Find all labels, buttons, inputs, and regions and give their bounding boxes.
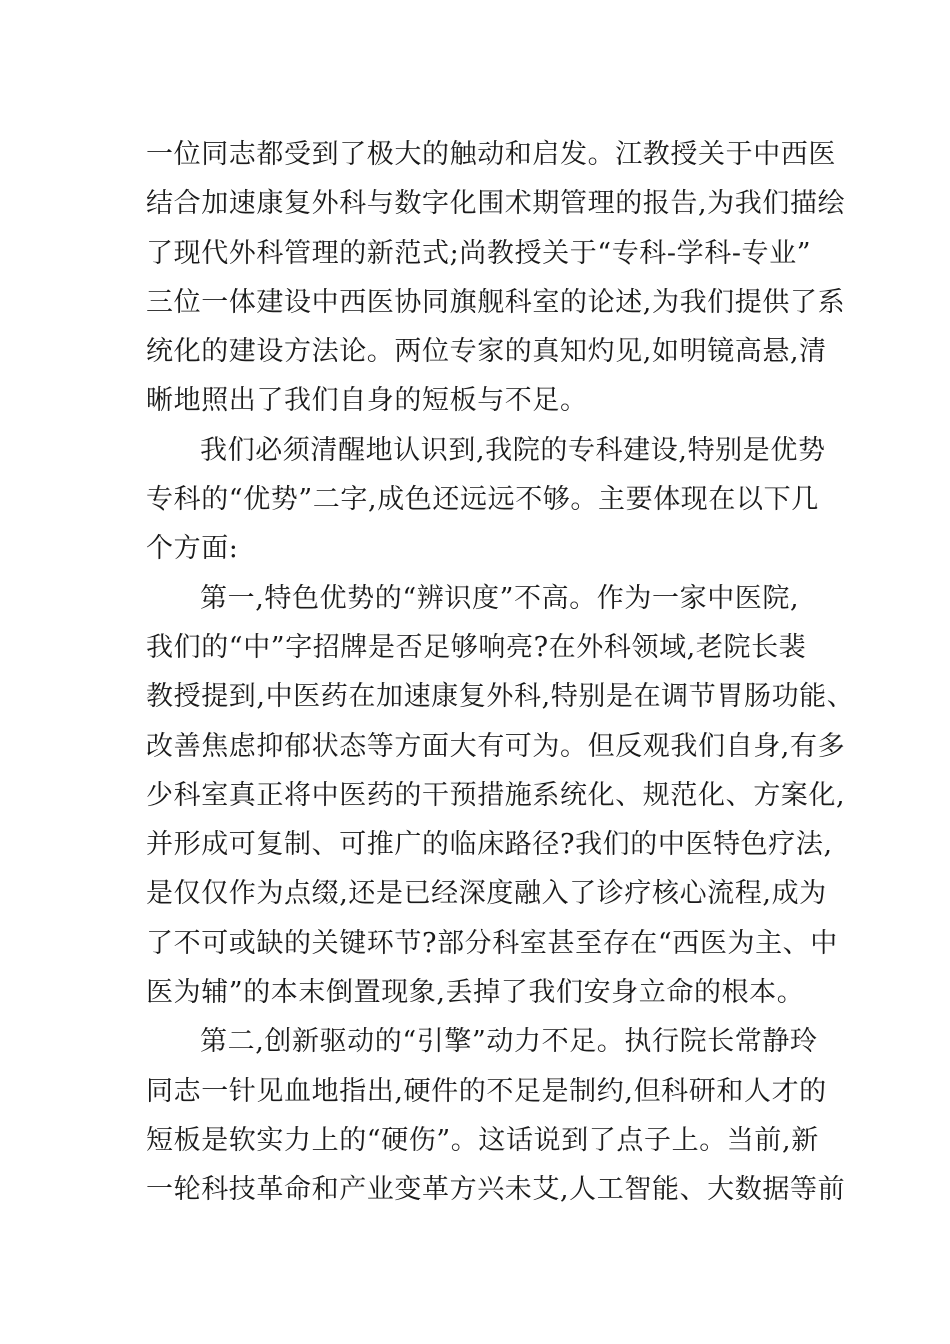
text-line: 统化的建设方法论。两位专家的真知灼见,如明镜高悬,清	[146, 336, 827, 368]
text-line: 专科的“优势”二字,成色还远远不够。主要体现在以下几	[146, 484, 819, 516]
text-line: 一位同志都受到了极大的触动和启发。江教授关于中西医	[146, 139, 836, 170]
paragraph-start-line: 第二,创新驱动的“引擎”动力不足。执行院长常静玲	[200, 1026, 818, 1058]
text-line: 同志一针见血地指出,硬件的不足是制约,但科研和人才的	[146, 1075, 827, 1107]
text-line: 一轮科技革命和产业变革方兴未艾,人工智能、大数据等前	[146, 1174, 846, 1206]
text-line: 了现代外科管理的新范式;尚教授关于“专科-学科-专业”	[146, 237, 812, 269]
text-line: 并形成可复制、可推广的临床路径?我们的中医特色疗法,	[146, 829, 833, 861]
text-line: 个方面:	[146, 533, 239, 565]
text-line: 了不可或缺的关键环节?部分科室甚至存在“西医为主、中	[146, 927, 838, 959]
text-line: 我们的“中”字招牌是否足够响亮?在外科领域,老院长裴	[146, 631, 807, 663]
body-text	[146, 130, 855, 1215]
text-line: 短板是软实力上的“硬伤”。这话说到了点子上。当前,新	[146, 1124, 819, 1156]
text-line: 少科室真正将中医药的干预措施系统化、规范化、方案化,	[146, 779, 846, 811]
paragraph-start-line: 我们必须清醒地认识到,我院的专科建设,特别是优势	[200, 434, 826, 466]
text-line: 是仅仅作为点缀,还是已经深度融入了诊疗核心流程,成为	[146, 878, 827, 910]
text-line: 改善焦虑抑郁状态等方面大有可为。但反观我们自身,有多	[146, 730, 846, 762]
text-line: 医为辅”的本末倒置现象,丢掉了我们安身立命的根本。	[146, 977, 805, 1009]
text-line: 三位一体建设中西医协同旗舰科室的论述,为我们提供了系	[146, 286, 846, 318]
paragraph-start-line: 第一,特色优势的“辨识度”不高。作为一家中医院,	[200, 582, 800, 614]
text-line: 教授提到,中医药在加速康复外科,特别是在调节胃肠功能、	[146, 681, 855, 713]
text-line: 结合加速康复外科与数字化围术期管理的报告,为我们描绘	[146, 188, 846, 220]
text-line: 晰地照出了我们自身的短板与不足。	[146, 385, 588, 417]
